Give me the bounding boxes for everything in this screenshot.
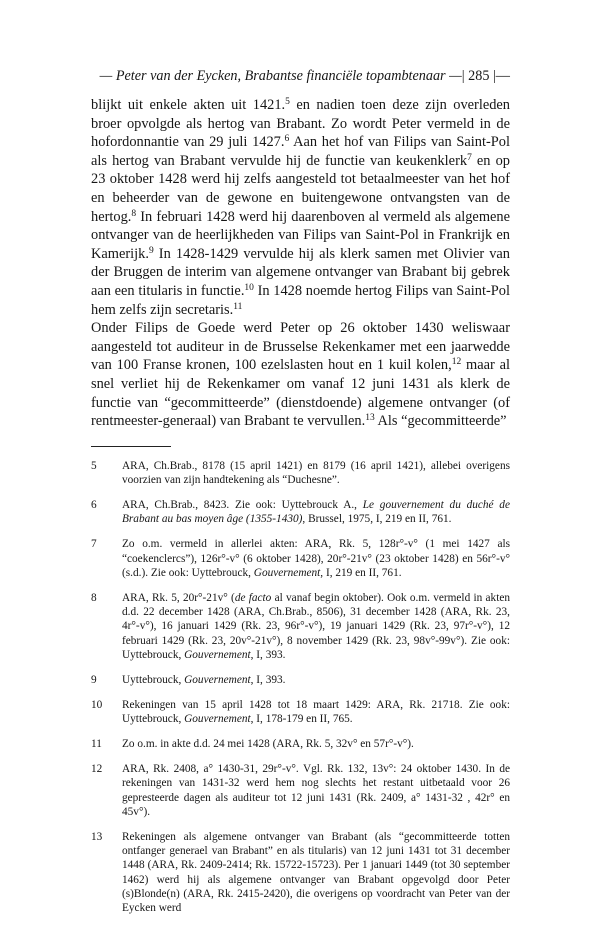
footnote — [91, 591, 510, 662]
footnote-text: ARA, Rk. 5, 20r°-21v° (de facto al vanaf begin oktober). Ook o.m. vermeld in akten d.d. 22 december 1428 (ARA, Ch.Brab., 8506), 31 december 1428 (ARA, Rk. 23, 4r°-v°), 16 januari 1429 (Rk. 23, 96r°-v°), 19 januari 1429 (Rk. 23, 97r°-v°), 12 februari 1429 (Rk. 23, 20v°-21v°), 8 november 1429 (Rk. 23, 98v°-99v°). Zie ook: Uyttebrouck, Gouvernement, I, 393. — [122, 591, 511, 662]
running-header — [88, 67, 510, 85]
footnote-text: Rekeningen van 15 april 1428 tot 18 maart 1429: ARA, Rk. 21718. Zie ook: Uyttebrouck, Gouvernement, I, 178-179 en II, 765. — [122, 698, 510, 726]
page-number: | 285 |— — [461, 68, 510, 84]
running-title: — Peter van der Eycken, Brabantse financiële topambtenaar — — [99, 68, 462, 84]
footnote-number: 8 — [91, 591, 97, 604]
footnote — [91, 830, 510, 916]
footnote-number: 5 — [91, 460, 97, 472]
footnote — [91, 762, 510, 819]
footnote-ref[interactable]: 8 — [131, 208, 137, 219]
footnote-text: ARA, Ch.Brab., 8178 (15 april 1421) en 8179 (16 april 1421), allebei overigens voorzien van zijn handtekening als “Duchesne”. — [122, 460, 510, 487]
footnote-number: 10 — [91, 698, 103, 711]
paragraph: Onder Filips de Goede werd Peter op 26 oktober 1430 weliswaar aangesteld tot auditeur in de Brusselse Rekenkamer met een jaarwedde van 100 Franse kronen, 100 ezelslasten hout en 1 kuil kolen,$^{12}$ maar al snel verliet hij de Rekenkamer om vanaf 12 juni 1431 als klerk de functie van “gecommitteerde” (dienstdoende) algemene ontvanger (of rentmeester-generaal) van Brabant te vervullen.$^{13}$ Als “gecommitteerde” — [91, 320, 511, 430]
footnote — [91, 537, 510, 580]
footnotes — [91, 459, 510, 926]
footnote — [91, 737, 510, 751]
footnote-ref[interactable]: 12 — [451, 357, 462, 368]
footnote-ref[interactable]: 5 — [285, 97, 290, 107]
main-text — [91, 96, 510, 431]
footnote — [91, 698, 510, 727]
paragraph: blijkt uit enkele akten uit 1421.$^5$ en nadien toen deze zijn overleden broer opvolgde als hertog van Brabant. Zo wordt Peter vermeld in de hofordonnantie van 29 juli 1427.$^6$ Aan het hof van Filips van Saint-Pol als hertog van Brabant vervulde hij de functie van keukenklerk$^7$ en op 23 oktober 1428 werd hij zelfs aangesteld tot betaalmeester van het hof en beheerder van de gewone en buitengewone ontvangsten van de hertog.$^8$ In februari 1428 werd hij daarenboven al vermeld als algemene ontvanger van de heerlijkheden van Filips van Saint-Pol in Frankrijk en Kamerijk.$^9$ In 1428-1429 vervulde hij als klerk samen met Olivier van der Bruggen de interim van algemene ontvanger van Brabant bij gebrek aan een titularis in functie.$^{10}$ In 1428 noemde hertog Filips van Saint-Pol hem zelfs zijn secretaris.$^{11}$ — [91, 97, 511, 318]
footnote-number: 13 — [91, 830, 103, 843]
footnote-text: ARA, Rk. 2408, a° 1430-31, 29r°-v°. Vgl. Rk. 132, 13v°: 24 oktober 1430. In de rekeningen van 1431-32 werd hem nog slechts het restant uitbetaald voor 26 gepresteerde dagen als auditeur tot 12 juni 1431 (Rk. 2409, a° 1431-32 , 42r° en 45v°). — [122, 762, 510, 818]
footnote-number: 11 — [91, 738, 102, 751]
footnote-separator — [91, 446, 171, 447]
footnote — [91, 498, 510, 527]
footnote-ref[interactable]: 11 — [233, 301, 243, 312]
footnote-ref[interactable]: 6 — [284, 134, 290, 145]
footnote-ref[interactable]: 13 — [365, 413, 375, 424]
footnote-text: Uyttebrouck, Gouvernement, I, 393. — [122, 673, 286, 686]
footnote-ref[interactable]: 9 — [148, 245, 154, 256]
footnote-text: Rekeningen als algemene ontvanger van Brabant (als “gecommitteerde totten ontfanger generael van Brabant” en als titularis) van 12 juni 1431 tot 31 december 1448 (ARA, Rk. 2409-2414; Rk. 15722-15723). Per 1 januari 1449 (tot 30 september 1462) werd hij als algemene ontvanger van Brabant opgevolgd door Peter (s)Blonde(n) (ARA, Rk. 2415-2420), die overigens op voordracht van Peter van der Eycken werd — [122, 830, 510, 915]
footnote — [91, 673, 510, 687]
footnote-text: Zo o.m. vermeld in allerlei akten: ARA, Rk. 5, 128r°-v° (1 mei 1427 als “coekenclercs”), 126r°-v° (6 oktober 1428), 20r°-21v° (23 oktober 1428) en 56r°-v° (s.d.). Zie ook: Uyttebrouck, Gouvernement, I, 219 en II, 761. — [122, 538, 510, 579]
footnote-text: Zo o.m. in akte d.d. 24 mei 1428 (ARA, Rk. 5, 32v° en 57r°-v°). — [122, 738, 414, 751]
footnote-number: 7 — [91, 538, 97, 551]
footnote-ref[interactable]: 7 — [467, 152, 472, 163]
footnote-number: 9 — [91, 673, 97, 686]
footnote-number: 6 — [91, 499, 97, 512]
footnote — [91, 459, 510, 488]
footnote-text: ARA, Ch.Brab., 8423. Zie ook: Uyttebrouck A., Le gouvernement du duché de Brabant au bas moyen âge (1355-1430), Brussel, 1975, I, 219 en II, 761. — [122, 499, 510, 526]
footnote-ref[interactable]: 10 — [244, 282, 254, 293]
footnote-number: 12 — [91, 762, 103, 775]
